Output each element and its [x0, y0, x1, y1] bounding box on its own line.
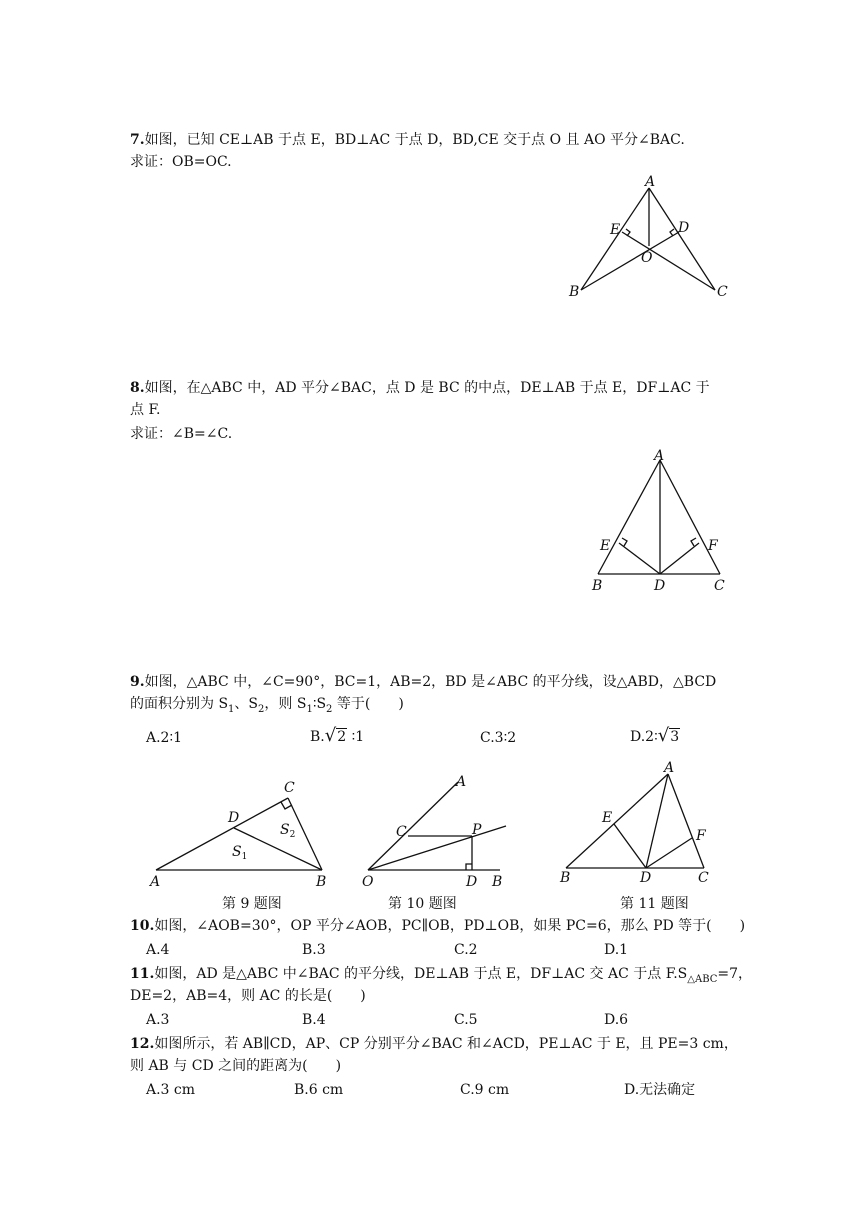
caption-fig11: 第 11 题图: [620, 896, 689, 912]
q11-label-f: F: [696, 828, 706, 844]
q7-label-c: C: [717, 284, 728, 300]
q10-number: 10.: [130, 918, 155, 934]
q8-text-line1: [130, 378, 710, 398]
q11-text-line1: 11.如图，AD 是△ABC 中∠BAC 的平分线，DE⊥AB 于点 E，DF⊥AC 交 AC 于点 $F.S_{\triangle ABC}=7$，: [130, 966, 753, 985]
caption-fig10: 第 10 题图: [388, 896, 457, 912]
q11-option-d: D.6: [604, 1012, 629, 1028]
q12-option-a: A.3 cm: [146, 1082, 196, 1098]
q11-label-d: D: [640, 870, 652, 886]
q7-label-e: E: [610, 222, 621, 238]
q7-label-d: D: [678, 220, 690, 236]
q9-text-line1: [130, 672, 716, 692]
q11-option-a: A.3: [146, 1012, 170, 1028]
q9-label-d: D: [228, 810, 240, 826]
q9-figure: [146, 778, 346, 888]
q7-proof: 求证：OB=OC.: [130, 154, 232, 170]
q10-label-p: P: [472, 822, 482, 838]
q10-option-c: C.2: [454, 942, 478, 958]
q8-label-b: B: [592, 578, 603, 594]
q8-label-f: F: [708, 538, 718, 554]
q7-statement: 如图，已知 CE⊥AB 于点 E，BD⊥AC 于点 D，BD,CE 交于点 O 且 AO 平分∠BAC.: [144, 132, 685, 148]
q8-label-d: D: [654, 578, 666, 594]
q11-label-b: B: [560, 870, 571, 886]
q11-option-c: C.5: [454, 1012, 478, 1028]
q10-label-o: O: [362, 874, 374, 890]
q9-label-b: B: [316, 874, 327, 890]
q10-option-b: B.3: [302, 942, 326, 958]
q11-figure: [556, 758, 726, 888]
q11-label-c: C: [698, 870, 709, 886]
q7-number: 7.: [130, 132, 145, 148]
q12-text-line1: 12.如图所示，若 AB∥CD，AP、CP 分别平分∠BAC 和∠ACD，PE⊥AC 于 E，且 PE=3 cm，: [130, 1036, 738, 1052]
q11-label-e: E: [602, 810, 613, 826]
q7-text: [130, 130, 685, 150]
q9-text-line2: 的面积分别为 $S_1$、$S_2$，则 $S_1∶S_2$ 等于( ): [130, 696, 404, 715]
q9-option-b: B.√2 ∶1: [310, 725, 365, 746]
q9-statement: 如图，△ABC 中，∠C=90°，BC=1，AB=2，BD 是∠ABC 的平分线，设△ABD，△BCD: [144, 674, 717, 690]
q10-option-d: D.1: [604, 942, 629, 958]
q12-option-c: C.9 cm: [460, 1082, 510, 1098]
q7-label-o: O: [641, 250, 653, 266]
q10-label-c: C: [396, 824, 407, 840]
q7-label-b: B: [569, 284, 580, 300]
q12-option-d: D.无法确定: [624, 1082, 696, 1098]
q9-label-s2: $S_2$: [280, 822, 296, 840]
q7-label-a: A: [645, 174, 656, 190]
q12-text-line2: 则 AB 与 CD 之间的距离为( ): [130, 1058, 342, 1074]
sqrt-icon: √3: [657, 725, 680, 746]
q8-statement: 如图，在△ABC 中，AD 平分∠BAC，点 D 是 BC 的中点，DE⊥AB 于点 E，DF⊥AC 于: [144, 380, 710, 396]
q7-figure: [565, 172, 765, 302]
q9-label-a: A: [150, 874, 161, 890]
q9-option-a: A.2∶1: [146, 730, 183, 746]
q10-label-a: A: [456, 774, 467, 790]
sqrt-icon: √2: [324, 725, 347, 746]
q11-label-a: A: [664, 760, 675, 776]
q11-text-line2: DE=2，AB=4，则 AC 的长是( ): [130, 988, 366, 1004]
q10-option-a: A.4: [146, 942, 170, 958]
q10-statement: 如图，∠AOB=30°，OP 平分∠AOB，PC∥OB，PD⊥OB，如果 PC=6，那么 PD 等于( ): [154, 918, 746, 934]
q10-figure: [360, 772, 520, 892]
q8-label-c: C: [714, 578, 725, 594]
q9-label-c: C: [284, 780, 295, 796]
q8-label-a: A: [654, 448, 665, 464]
q9-option-d: D.2∶√3: [630, 725, 680, 746]
q9-number: 9.: [130, 674, 145, 690]
q8-figure: [588, 446, 738, 596]
q8-number: 8.: [130, 380, 145, 396]
q12-option-b: B.6 cm: [294, 1082, 344, 1098]
q8-label-e: E: [600, 538, 611, 554]
q10-label-d: D: [466, 874, 478, 890]
caption-fig9: 第 9 题图: [222, 896, 282, 912]
q11-number: 11.: [130, 966, 155, 982]
q10-text: [130, 916, 745, 936]
q12-number: 12.: [130, 1036, 155, 1052]
q10-label-b: B: [492, 874, 503, 890]
q11-option-b: B.4: [302, 1012, 326, 1028]
q8-proof: 求证：∠B=∠C.: [130, 426, 233, 442]
q8-text-line2: 点 F.: [130, 402, 161, 418]
q9-label-s1: $S_1$: [232, 844, 248, 862]
q9-option-c: C.3∶2: [480, 730, 517, 746]
